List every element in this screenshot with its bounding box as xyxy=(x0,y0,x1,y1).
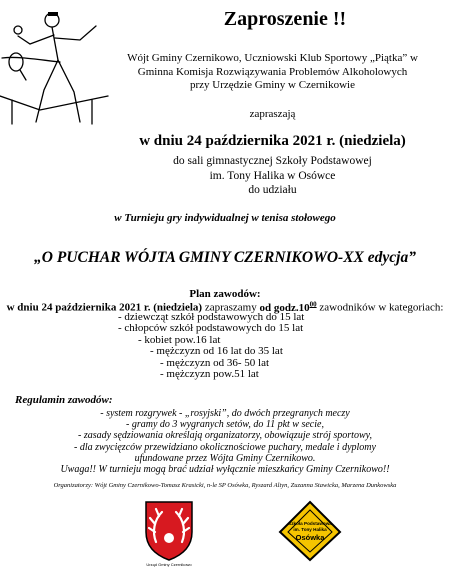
plan-time-text: od godz.10 xyxy=(259,301,310,314)
category-item: - kobiet pow.16 lat xyxy=(138,333,221,346)
plan-date: w dniu 24 października 2021 r. (niedziela) xyxy=(6,301,203,314)
category-item: - dziewcząt szkół podstawowych do 15 lat xyxy=(118,311,305,323)
rules-list xyxy=(0,408,450,475)
rule-item: - gramy do 3 wygranych setów, do 11 pkt w secie, xyxy=(126,419,324,431)
plan-end: zawodników w kategoriach: xyxy=(316,301,444,314)
school-town-line: Osówka xyxy=(295,533,325,542)
plan-heading: Plan zawodów: xyxy=(189,288,261,300)
rule-item: ufundowane przez Wójta Gminy Czernikowo. xyxy=(134,452,316,464)
cup-title: „O PUCHAR WÓJTA GMINY CZERNIKOWO-XX edycja” xyxy=(34,249,416,266)
page-title: Zaproszenie !! xyxy=(223,8,347,30)
organizers: Organizatorzy: Wójt Gminy Czernikowo-Tomasz Krasicki, n-le SP Osówka, Ryszard Altyn, Zuzanna Stawicka, Marzena Dunkowska xyxy=(53,482,397,489)
school-patron-line: im. Tony Halika xyxy=(293,527,327,532)
inviters-block xyxy=(100,52,445,93)
rule-item: Uwaga!! W turnieju mogą brać udział wyłącznie mieszkańcy Gminy Czernikowo!! xyxy=(60,464,390,476)
event-date: w dniu 24 października 2021 r. (niedziela) xyxy=(139,133,406,149)
czernikowo-crest-logo xyxy=(140,498,198,568)
rule-item: - zasady sędziowania określają organizatorzy, obowiązuje strój sportowy, xyxy=(78,430,372,442)
tournament-name: w Turnieju gry indywidualnej w tenisa stołowego xyxy=(114,212,336,224)
rule-item: - system rozgrywek - „rosyjski”, do dwóch przegranych meczy xyxy=(100,408,350,419)
category-item: - mężczyzn od 36- 50 lat xyxy=(160,356,270,369)
rules-heading: Regulamin zawodów: xyxy=(15,394,113,406)
venue-line: im. Tony Halika w Osówce xyxy=(209,169,336,182)
inviter-line: przy Urzędzie Gminy w Czernikowie xyxy=(190,79,355,91)
plan-middle: zapraszamy xyxy=(202,301,260,314)
inviter-line: Wójt Gminy Czernikowo, Uczniowski Klub Sportowy „Piątka” w xyxy=(127,52,418,64)
rule-item: - dla zwycięzców przewidziano okolicznościowe puchary, medale i dyplomy xyxy=(74,441,376,453)
school-logo xyxy=(278,500,342,562)
invite-word: zapraszają xyxy=(249,108,296,120)
inviter-line: Gminna Komisja Rozwiązywania Problemów Alkoholowych xyxy=(137,65,408,78)
venue-line: do udziału xyxy=(248,184,297,196)
category-item: - chłopców szkół podstawowych do 15 lat xyxy=(118,322,304,335)
venue-line: do sali gimnastycznej Szkoły Podstawowej xyxy=(173,155,372,167)
crest-caption: Urząd Gminy Czernikowo xyxy=(146,562,192,567)
category-item: - mężczyzn od 16 lat do 35 lat xyxy=(150,345,283,358)
plan-time-minutes: 00 xyxy=(309,300,317,308)
venue-block xyxy=(100,154,445,198)
category-item: - mężczyzn pow.51 lat xyxy=(160,368,259,380)
school-name-line: Szkoła Podstawowa xyxy=(288,521,332,526)
